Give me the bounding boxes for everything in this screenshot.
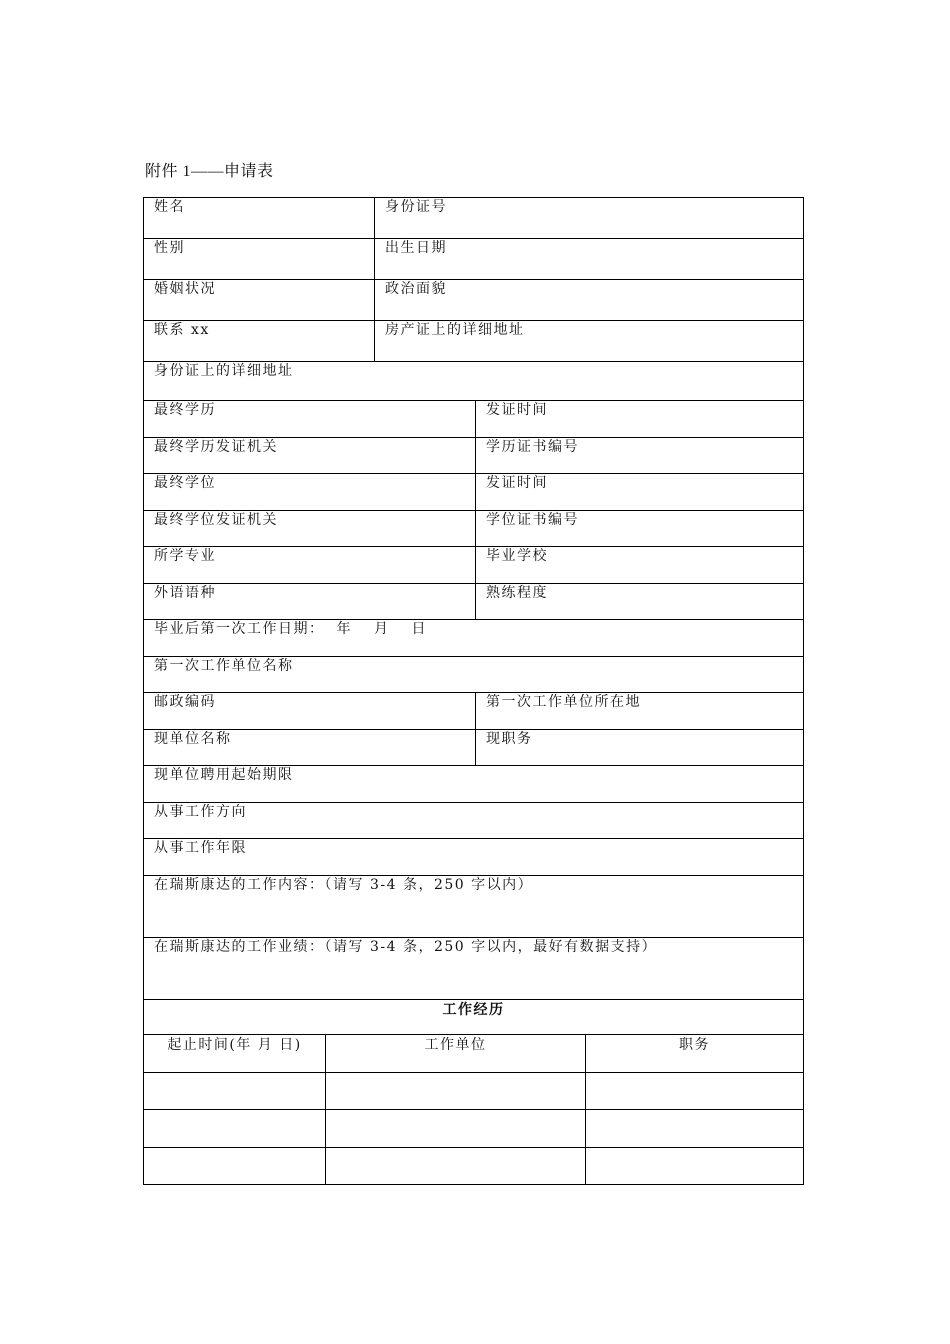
table-row xyxy=(144,473,803,510)
table-row xyxy=(144,875,803,937)
table-row xyxy=(144,765,803,802)
month-label: 月 xyxy=(374,621,390,637)
first-work-date-label: 毕业后第一次工作日期： xyxy=(154,621,325,637)
postal-code-field[interactable]: 邮政编码 xyxy=(154,694,216,710)
political-status-field[interactable]: 政治面貌 xyxy=(374,280,803,320)
work-history-table xyxy=(143,1034,804,1185)
period-cell[interactable] xyxy=(144,1073,325,1110)
work-years-field[interactable]: 从事工作年限 xyxy=(154,840,247,856)
company-column-header: 工作单位 xyxy=(325,1035,585,1072)
personal-info-table xyxy=(143,197,804,401)
table-row xyxy=(144,361,803,401)
current-position-field[interactable]: 现职务 xyxy=(475,730,803,766)
first-work-date-field[interactable] xyxy=(144,620,803,656)
period-cell[interactable] xyxy=(144,1148,325,1184)
table-row xyxy=(144,802,803,839)
id-number-field[interactable]: 身份证号 xyxy=(374,198,803,238)
table-row xyxy=(144,197,803,238)
table-row xyxy=(144,1109,803,1147)
birth-date-field[interactable]: 出生日期 xyxy=(374,239,803,279)
table-row xyxy=(144,838,803,875)
degree-number-field[interactable]: 学位证书编号 xyxy=(475,511,803,547)
table-row xyxy=(144,1034,803,1072)
period-cell[interactable] xyxy=(144,1110,325,1147)
work-performance-field[interactable]: 在瑞斯康达的工作业绩：（请写 3-4 条，250 字以内，最好有数据支持） xyxy=(154,938,658,955)
table-row xyxy=(144,279,803,320)
year-label: 年 xyxy=(336,621,352,637)
education-table xyxy=(143,400,804,1036)
table-row xyxy=(144,546,803,583)
position-cell[interactable] xyxy=(585,1073,803,1110)
id-address-field[interactable]: 身份证上的详细地址 xyxy=(154,363,294,379)
table-row xyxy=(144,656,803,693)
table-row xyxy=(144,1147,803,1185)
gender-field[interactable]: 性别 xyxy=(154,240,185,256)
table-row xyxy=(144,437,803,474)
position-cell[interactable] xyxy=(585,1110,803,1147)
marital-status-field[interactable]: 婚姻状况 xyxy=(154,281,216,297)
work-history-heading: 工作经历 xyxy=(442,1001,505,1018)
table-row xyxy=(144,320,803,361)
highest-degree-field[interactable]: 最终学位 xyxy=(154,475,216,491)
proficiency-field[interactable]: 熟练程度 xyxy=(475,584,803,620)
table-row xyxy=(144,510,803,547)
company-cell[interactable] xyxy=(325,1148,585,1184)
education-authority-field[interactable]: 最终学历发证机关 xyxy=(154,438,278,455)
table-row xyxy=(144,1072,803,1110)
degree-issue-date-field[interactable]: 发证时间 xyxy=(475,474,803,510)
work-content-field[interactable]: 在瑞斯康达的工作内容：（请写 3-4 条，250 字以内） xyxy=(154,876,534,893)
highest-education-field[interactable]: 最终学历 xyxy=(154,402,216,418)
table-row xyxy=(144,238,803,279)
day-label: 日 xyxy=(411,621,427,637)
table-row xyxy=(144,999,803,1036)
company-cell[interactable] xyxy=(325,1073,585,1110)
diploma-number-field[interactable]: 学历证书编号 xyxy=(475,438,803,474)
current-company-field[interactable]: 现单位名称 xyxy=(154,730,232,747)
table-row xyxy=(144,619,803,656)
property-address-field[interactable]: 房产证上的详细地址 xyxy=(374,321,803,361)
school-field[interactable]: 毕业学校 xyxy=(475,547,803,583)
first-company-field[interactable]: 第一次工作单位名称 xyxy=(154,657,294,674)
table-row xyxy=(144,729,803,766)
degree-authority-field[interactable]: 最终学位发证机关 xyxy=(154,511,278,528)
period-column-header: 起止时间(年 月 日) xyxy=(167,1037,302,1053)
name-field[interactable]: 姓名 xyxy=(154,199,185,215)
contact-field[interactable]: 联系 xx xyxy=(154,322,210,338)
work-direction-field[interactable]: 从事工作方向 xyxy=(154,803,247,820)
table-row xyxy=(144,583,803,620)
page-title: 附件 1——申请表 xyxy=(145,163,274,180)
hire-period-field[interactable]: 现单位聘用起始期限 xyxy=(154,767,294,783)
table-row xyxy=(144,400,803,437)
foreign-language-field[interactable]: 外语语种 xyxy=(154,584,216,601)
company-cell[interactable] xyxy=(325,1110,585,1147)
position-cell[interactable] xyxy=(585,1148,803,1184)
issue-date-field[interactable]: 发证时间 xyxy=(475,401,803,437)
major-field[interactable]: 所学专业 xyxy=(154,548,216,564)
table-row xyxy=(144,937,803,999)
first-company-location-field[interactable]: 第一次工作单位所在地 xyxy=(475,693,803,729)
position-column-header: 职务 xyxy=(585,1035,803,1072)
table-row xyxy=(144,692,803,729)
